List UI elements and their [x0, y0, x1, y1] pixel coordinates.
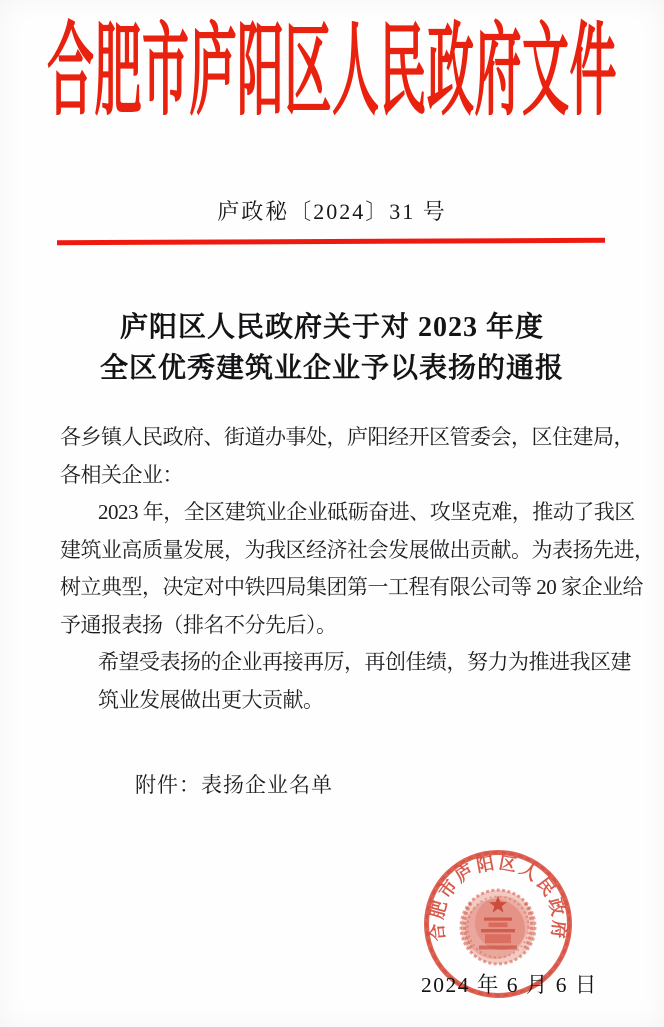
body-line: 2023 年，全区建筑业企业砥砺奋进、攻坚克难，推动了我区	[98, 500, 635, 524]
seal-ring-text: 合肥市庐阳区人民政府	[426, 852, 570, 943]
document-title	[0, 307, 664, 389]
document-body	[60, 419, 655, 719]
document-title-line2: 全区优秀建筑业企业予以表扬的通报	[99, 353, 564, 384]
body-line: 予通报表扬（排名不分先后）。	[60, 612, 337, 637]
body-line: 各相关企业：	[60, 462, 183, 487]
attachment-note: 附件：表扬企业名单	[135, 773, 333, 797]
red-separator-rule	[57, 238, 605, 245]
body-line: 树立典型，决定对中铁四局集团第一工程有限公司等 20 家企业给	[60, 575, 643, 599]
letterhead-title: 合肥市庐阳区人民政府文件	[47, 17, 617, 130]
body-line: 各乡镇人民政府、街道办事处，庐阳经开区管委会，区住建局，	[60, 425, 634, 449]
national-emblem-icon	[461, 890, 535, 964]
body-line: 希望受表扬的企业再接再厉，再创佳绩，努力为推进我区建	[98, 650, 631, 674]
signature-date: 2024 年 6 月 6 日	[421, 973, 598, 997]
document-title-line1: 庐阳区人民政府关于对 2023 年度	[119, 312, 544, 343]
body-line: 筑业发展做出更大贡献。	[98, 687, 324, 712]
body-line: 建筑业高质量发展，为我区经济社会发展做出贡献。为表扬先进，	[60, 537, 655, 562]
document-number: 庐政秘〔2024〕31 号	[217, 199, 447, 224]
